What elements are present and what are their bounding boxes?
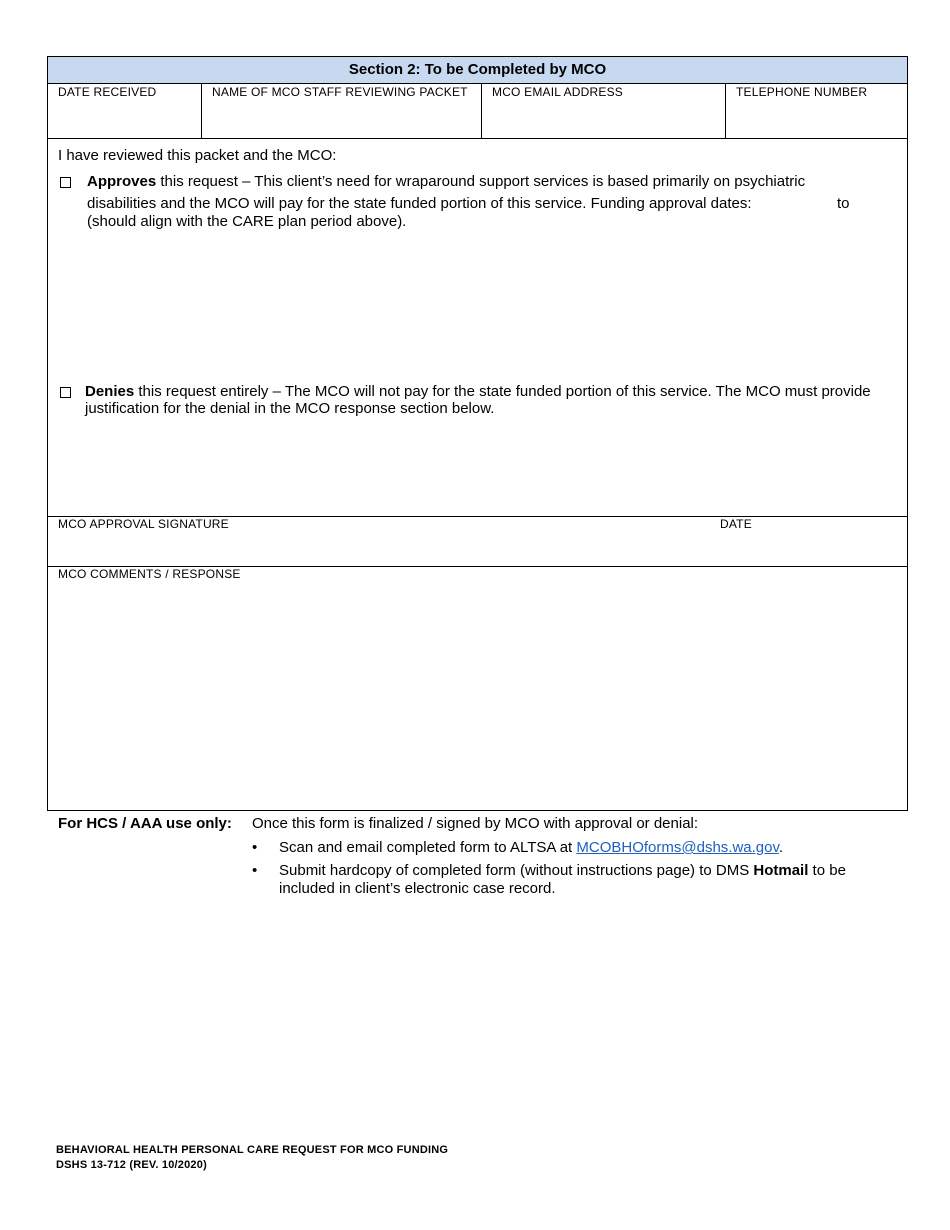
- signature-date-label: DATE: [720, 517, 752, 531]
- signature-label: MCO APPROVAL SIGNATURE: [58, 517, 229, 531]
- denies-text-1: this request entirely – The MCO will not pay for the state funded portion of this service. The MCO must provide: [134, 383, 871, 400]
- denies-checkbox[interactable]: [60, 387, 71, 398]
- date-received-label: DATE RECEIVED: [58, 85, 157, 99]
- date-received-field[interactable]: [48, 84, 202, 138]
- staff-name-label: NAME OF MCO STAFF REVIEWING PACKET: [212, 85, 468, 99]
- bullet-1-pre: Scan and email completed form to ALTSA at: [279, 839, 577, 856]
- approves-line3: (should align with the CARE plan period above).: [87, 213, 407, 230]
- email-label: MCO EMAIL ADDRESS: [492, 85, 623, 99]
- approves-label: Approves: [87, 173, 157, 190]
- doc-footer-title: BEHAVIORAL HEALTH PERSONAL CARE REQUEST FOR MCO FUNDING: [56, 1144, 449, 1156]
- hcs-note: [58, 815, 918, 832]
- approves-text-1: this request – This client’s need for wraparound support services is based primarily on psychiatric: [156, 173, 806, 190]
- section-title: Section 2: To be Completed by MCO: [48, 57, 907, 84]
- doc-footer-form-id: DSHS 13-712 (REV. 10/2020): [56, 1159, 207, 1171]
- staff-name-field[interactable]: [202, 84, 482, 138]
- bullet-2-pre: Submit hardcopy of completed form (without instructions page) to DMS: [279, 862, 754, 879]
- approves-line2: disabilities and the MCO will pay for the state funded portion of this service. Funding approval dates:: [87, 195, 752, 212]
- comments-area[interactable]: [48, 583, 907, 808]
- bullet-2-line2: included in client’s electronic case record.: [279, 880, 556, 897]
- approves-line1: [87, 173, 887, 191]
- denies-line1: [85, 383, 907, 401]
- approves-checkbox[interactable]: [60, 177, 71, 188]
- bullet-1-post: .: [778, 839, 784, 856]
- bullet-2-bold: Hotmail: [753, 862, 809, 879]
- telephone-label: TELEPHONE NUMBER: [736, 85, 868, 99]
- bullet-dot-2: •: [252, 862, 258, 879]
- bullet-2-post: to be: [808, 862, 846, 879]
- review-intro: I have reviewed this packet and the MCO:: [58, 147, 337, 164]
- email-field[interactable]: [482, 84, 726, 138]
- denies-label: Denies: [85, 383, 135, 400]
- mco-section-form: [47, 56, 908, 811]
- signature-row[interactable]: [48, 516, 907, 567]
- comments-label: MCO COMMENTS / RESPONSE: [58, 567, 241, 581]
- bullet-dot-1: •: [252, 839, 258, 856]
- denies-line2: justification for the denial in the MCO response section below.: [85, 400, 495, 417]
- bullet-2-text: [279, 862, 846, 880]
- email-link[interactable]: MCOBHOforms@dshs.wa.gov: [576, 839, 779, 856]
- hcs-label: For HCS / AAA use only:: [58, 815, 232, 832]
- hcs-text: Once this form is finalized / signed by MCO with approval or denial:: [252, 815, 699, 832]
- telephone-field[interactable]: [726, 84, 907, 138]
- info-row: [48, 84, 907, 139]
- approves-to-label: to: [837, 195, 850, 212]
- bullet-1-text: [279, 839, 783, 857]
